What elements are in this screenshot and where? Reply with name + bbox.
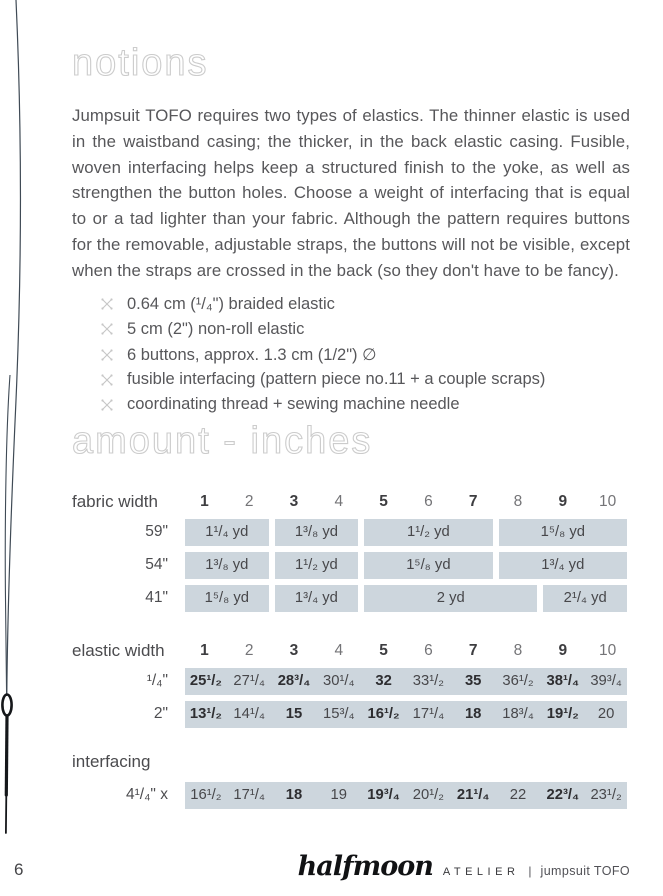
page-content xyxy=(72,0,630,815)
value-cell: 35 xyxy=(451,668,496,695)
value-cell: 27¹/₄ xyxy=(227,668,272,695)
size-column-header: 10 xyxy=(598,641,617,659)
size-column-header: 2 xyxy=(244,492,254,510)
list-item-text: 0.64 cm (¹/₄") braided elastic xyxy=(127,294,335,313)
value-cell: 32 xyxy=(361,668,406,695)
yardage-band: 1³/₈ yd xyxy=(185,552,269,579)
list-item-text: coordinating thread + sewing machine needle xyxy=(127,395,460,414)
table-row xyxy=(72,552,630,579)
value-cell: 14¹/₄ xyxy=(227,701,272,728)
value-cell: 30¹/₄ xyxy=(316,668,361,695)
value-cell: 15 xyxy=(272,701,317,728)
list-item-text: 5 cm (2") non-roll elastic xyxy=(127,319,305,338)
value-cell: 16¹/₂ xyxy=(361,701,406,728)
value-cell: 19 xyxy=(316,782,361,809)
table-row xyxy=(72,668,630,695)
value-cell: 25¹/₂ xyxy=(185,668,227,695)
section-title-amount-inches: amount - inches xyxy=(72,419,373,462)
size-column-header: 9 xyxy=(558,492,568,510)
page-number: 6 xyxy=(14,860,24,879)
yardage-band: 1⁵/₈ yd xyxy=(499,519,627,546)
value-cell: 19¹/₂ xyxy=(540,701,585,728)
value-cell: 28³/₄ xyxy=(272,668,317,695)
list-item xyxy=(100,367,630,392)
interfacing-table xyxy=(72,752,630,809)
size-column-header: 7 xyxy=(468,641,478,659)
list-item-text: 6 buttons, approx. 1.3 cm (1/2") ∅ xyxy=(127,345,377,364)
fabric-width-header-row xyxy=(72,487,630,517)
yardage-band: 1⁵/₈ yd xyxy=(364,552,492,579)
value-cell: 16¹/₂ xyxy=(185,782,227,809)
value-cell: 18 xyxy=(272,782,317,809)
table-row xyxy=(72,701,630,728)
value-cell: 18³/₄ xyxy=(496,701,541,728)
size-column-header: 9 xyxy=(558,641,568,659)
size-column-header: 5 xyxy=(379,641,388,659)
value-cell: 38¹/₄ xyxy=(540,668,585,695)
size-column-header: 2 xyxy=(244,641,254,659)
footer-separator: | xyxy=(528,864,532,878)
interfacing-label: interfacing xyxy=(72,751,151,771)
yardage-band: 1⁵/₈ yd xyxy=(185,585,269,612)
document-name: jumpsuit TOFO xyxy=(540,864,630,878)
atelier-wordmark: ATELIER xyxy=(442,866,520,878)
size-column-header: 1 xyxy=(200,492,209,510)
size-column-header: 1 xyxy=(200,641,209,659)
value-cell: 22 xyxy=(496,782,541,809)
value-cell: 15³/₄ xyxy=(316,701,361,728)
value-cell: 13¹/₂ xyxy=(185,701,227,728)
size-column-header: 4 xyxy=(334,492,344,510)
yardage-band: 1³/₄ yd xyxy=(499,552,627,579)
size-column-header: 6 xyxy=(424,641,433,659)
value-cell: 36¹/₂ xyxy=(496,668,541,695)
value-cell: 20 xyxy=(585,701,627,728)
value-cell: 18 xyxy=(451,701,496,728)
list-item xyxy=(100,392,630,417)
row-label: 4¹/₄" x xyxy=(126,786,168,804)
size-column-header: 6 xyxy=(424,492,433,510)
yardage-band: 1¹/₂ yd xyxy=(275,552,359,579)
crossed-pins-icon xyxy=(100,348,114,362)
crossed-pins-icon xyxy=(100,373,114,387)
list-item-text: fusible interfacing (pattern piece no.11 + a couple scraps) xyxy=(127,370,546,389)
value-cell: 17¹/₄ xyxy=(227,782,272,809)
row-label: 54" xyxy=(145,556,168,574)
value-cell: 33¹/₂ xyxy=(406,668,451,695)
size-column-header: 10 xyxy=(598,492,617,510)
brand-footer xyxy=(298,853,630,880)
needle-and-thread-illustration xyxy=(0,0,60,896)
size-column-header: 7 xyxy=(468,492,478,510)
value-cell: 17¹/₄ xyxy=(406,701,451,728)
crossed-pins-icon xyxy=(100,398,114,412)
page-title: notions xyxy=(72,42,209,84)
row-label: 2" xyxy=(153,705,168,723)
table-row xyxy=(72,782,630,809)
intro-paragraph: Jumpsuit TOFO requires two types of elastics. The thinner elastic is used in the waistband casing; the thicker, in the back elastic casing. Fusible, woven interfacing helps keep a structured finish to the yoke, as well as strengthen the button holes. Choose a weight of interfacing that is equal to or a tad lighter than your fabric. Although the pattern requires buttons for the removable, adjustable straps, the buttons will not be visible, except when the straps are crossed in the back (so they don't have to be fancy). xyxy=(72,106,630,280)
size-column-header: 5 xyxy=(379,492,388,510)
list-item xyxy=(100,292,630,317)
yardage-tables xyxy=(72,487,630,809)
size-column-header: 4 xyxy=(334,641,344,659)
row-label: 41" xyxy=(145,589,168,607)
value-cell: 20¹/₂ xyxy=(406,782,451,809)
elastic-width-label: elastic width xyxy=(72,640,165,660)
fabric-width-table xyxy=(72,487,630,612)
yardage-band: 1³/₄ yd xyxy=(275,585,359,612)
yardage-band: 2¹/₄ yd xyxy=(543,585,627,612)
halfmoon-logo: halfmoon xyxy=(297,851,433,882)
value-cell: 19³/₄ xyxy=(361,782,406,809)
value-cell: 21¹/₄ xyxy=(451,782,496,809)
page-footer xyxy=(14,853,630,880)
row-label: ¹/₄" xyxy=(146,672,168,690)
list-item xyxy=(100,342,630,367)
fabric-width-label: fabric width xyxy=(72,491,158,511)
table-row xyxy=(72,519,630,546)
size-column-header: 3 xyxy=(289,641,299,659)
crossed-pins-icon xyxy=(100,322,114,336)
value-cell: 22³/₄ xyxy=(540,782,585,809)
list-item xyxy=(100,317,630,342)
yardage-band: 1¹/₂ yd xyxy=(364,519,492,546)
value-cell: 39³/₄ xyxy=(585,668,627,695)
size-column-header: 8 xyxy=(513,641,523,659)
elastic-width-header-row xyxy=(72,636,630,666)
yardage-band: 1¹/₄ yd xyxy=(185,519,269,546)
crossed-pins-icon xyxy=(100,297,114,311)
elastic-width-table xyxy=(72,636,630,728)
row-label: 59" xyxy=(145,523,168,541)
table-row xyxy=(72,585,630,612)
size-column-header: 3 xyxy=(289,492,299,510)
value-cell: 23¹/₂ xyxy=(585,782,627,809)
size-column-header: 8 xyxy=(513,492,523,510)
notions-list xyxy=(72,292,630,418)
yardage-band: 1³/₈ yd xyxy=(275,519,359,546)
yardage-band: 2 yd xyxy=(364,585,537,612)
